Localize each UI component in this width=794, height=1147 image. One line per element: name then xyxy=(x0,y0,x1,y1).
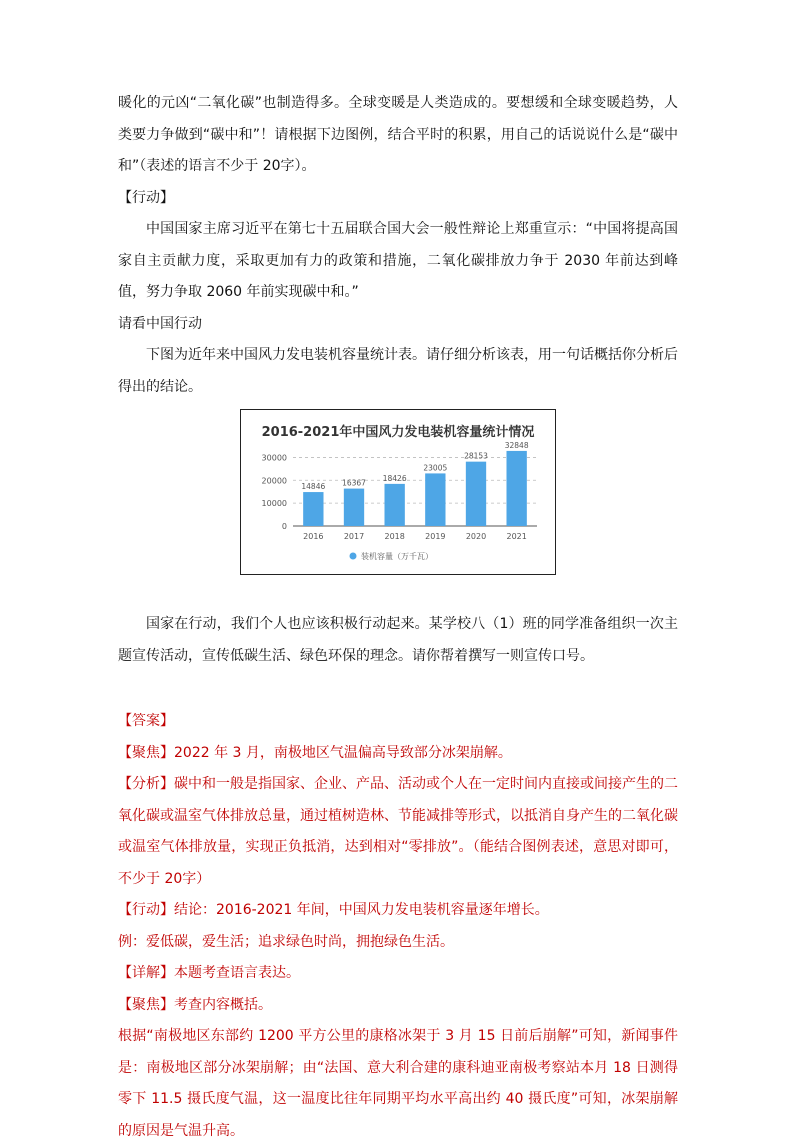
answer-line-action xyxy=(118,895,678,927)
bar-2020 xyxy=(466,462,486,526)
bar-2017 xyxy=(344,489,364,526)
focus-text: 2022 年 3 月，南极地区气温偏高导致部分冰架崩解。 xyxy=(174,744,512,761)
x-tick-label: 2020 xyxy=(465,532,487,541)
answer-line-explanation: 根据“南极地区东部约 1200 平方公里的康格冰架于 3 月 15 日前后崩解”可知，新闻事件是：南极地区部分冰架崩解；由“法国、意大利合建的康科迪亚南极考察站本月 18 日测得零下 11.5 摄氏度气温，这一温度比往年同期平均水平高出约 40 摄氏度”可知，冰架崩解的原因是气温升高。 xyxy=(118,1028,678,1139)
detail-tag: 【详解】 xyxy=(118,965,174,981)
legend-marker xyxy=(350,553,357,560)
chart-svg xyxy=(241,410,555,574)
answer-heading-text: 【答案】 xyxy=(118,713,174,729)
focus2-text: 考查内容概括。 xyxy=(174,996,272,1013)
chart-grid xyxy=(293,457,537,526)
chart-y-axis xyxy=(262,453,287,531)
document-page xyxy=(118,88,678,1147)
x-tick-label: 2017 xyxy=(343,532,365,541)
y-tick-label: 10000 xyxy=(261,499,287,509)
bar-2021 xyxy=(507,451,527,526)
answer-line-focus-2 xyxy=(118,990,678,1022)
x-tick-label: 2018 xyxy=(384,532,405,541)
data-label-2020: 28153 xyxy=(464,451,488,461)
y-tick-label: 30000 xyxy=(261,453,287,463)
chart-intro: 下图为近年来中国风力发电装机容量统计表。请仔细分析该表，用一句话概括你分析后得出的结论。 xyxy=(118,347,678,395)
answer-line-focus xyxy=(118,738,678,770)
action-tag: 【行动】 xyxy=(118,902,174,918)
after-chart-paragraph: 国家在行动，我们个人也应该积极行动起来。某学校八（1）班的同学准备组织一次主题宣传活动，宣传低碳生活、绿色环保的理念。请你帮着撰写一则宣传口号。 xyxy=(118,616,678,664)
data-label-2021: 32848 xyxy=(504,440,529,450)
legend-label: 装机容量（万千瓦） xyxy=(361,552,433,561)
focus-tag: 【聚焦】 xyxy=(118,744,174,761)
y-tick-label: 0 xyxy=(281,522,287,531)
answer-line-detail xyxy=(118,958,678,990)
action-subheading: 请看中国行动 xyxy=(118,315,202,332)
chart-bars xyxy=(303,451,527,526)
wind-power-chart xyxy=(240,409,556,575)
data-label-2016: 14846 xyxy=(301,482,326,492)
bar-2018 xyxy=(385,484,405,526)
data-label-2019: 23005 xyxy=(423,463,448,473)
answer-line-analysis xyxy=(118,769,678,895)
chart-legend xyxy=(350,551,434,561)
analysis-tag: 【分析】 xyxy=(118,776,174,792)
intro-paragraph: 暖化的元凶“二氧化碳”也制造得多。全球变暖是人类造成的。要想缓和全球变暖趋势，人类要力争做到“碳中和”！请根据下边图例，结合平时的积累，用自己的话说说什么是“碳中和”（表述的语言不少于 20字）。 xyxy=(118,95,678,174)
answer-heading xyxy=(118,706,678,738)
x-tick-label: 2016 xyxy=(303,532,324,541)
bar-2016 xyxy=(303,492,323,526)
y-tick-label: 20000 xyxy=(261,476,287,486)
x-tick-label: 2019 xyxy=(425,532,446,541)
bar-2019 xyxy=(425,473,445,526)
action-heading: 【行动】 xyxy=(118,189,174,206)
focus2-tag: 【聚焦】 xyxy=(118,996,174,1013)
chart-x-axis xyxy=(303,532,527,541)
chart-data-labels xyxy=(301,441,528,491)
detail-text: 本题考查语言表达。 xyxy=(174,965,300,981)
chart-title: 2016-2021年中国风力发电装机容量统计情况 xyxy=(261,425,535,440)
analysis-text: 碳中和一般是指国家、企业、产品、活动或个人在一定时间内直接或间接产生的二氧化碳或温室气体排放总量，通过植树造林、节能减排等形式，以抵消自身产生的二氧化碳或温室气体排放量，实现正负抵消，达到相对“零排放”。（能结合图例表述，意思对即可，不少于 20字） xyxy=(118,776,678,887)
data-label-2017: 16367 xyxy=(342,478,366,488)
action-text: 结论：2016-2021 年间，中国风力发电装机容量逐年增长。 xyxy=(174,902,549,918)
answer-line-slogan: 例：爱低碳，爱生活；追求绿色时尚，拥抱绿色生活。 xyxy=(118,933,454,950)
x-tick-label: 2021 xyxy=(506,532,527,541)
action-quote: 中国国家主席习近平在第七十五届联合国大会一般性辩论上郑重宣示：“中国将提高国家自主贡献力度，采取更加有力的政策和措施，二氧化碳排放力争于 2030 年前达到峰值，努力争取 2060 年前实现碳中和。” xyxy=(118,221,678,300)
data-label-2018: 18426 xyxy=(382,473,407,483)
